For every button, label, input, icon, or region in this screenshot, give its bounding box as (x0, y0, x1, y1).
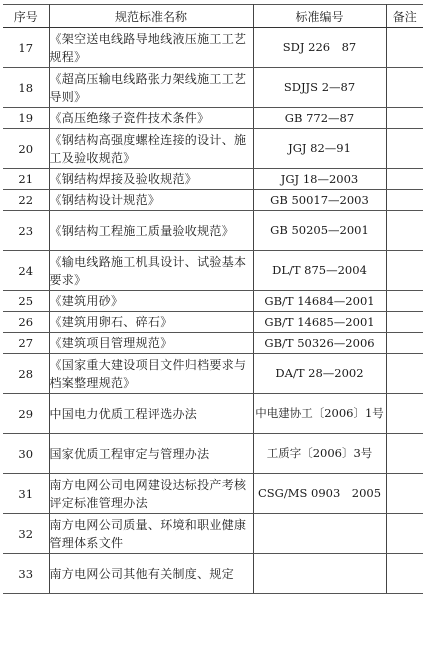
row-no: 19 (3, 108, 49, 129)
header-note: 备注 (386, 5, 423, 28)
row-name: 南方电网公司其他有关制度、规定 (49, 554, 253, 594)
row-name: 南方电网公司质量、环境和职业健康管理体系文件 (49, 514, 253, 554)
row-name: 《国家重大建设项目文件归档要求与档案整理规范》 (49, 354, 253, 394)
table-row (3, 251, 423, 291)
row-note (386, 474, 423, 514)
row-no: 33 (3, 554, 49, 594)
row-code: CSG/MS 0903 2005 (253, 474, 386, 514)
table-row (3, 354, 423, 394)
row-note (386, 190, 423, 211)
row-name: 《建筑用卵石、碎石》 (49, 312, 253, 333)
row-code: JGJ 82—91 (253, 129, 386, 169)
row-code (253, 554, 386, 594)
table-row (3, 190, 423, 211)
row-name: 《超高压输电线路张力架线施工工艺导则》 (49, 68, 253, 108)
table-row (3, 474, 423, 514)
row-name: 《建筑用砂》 (49, 291, 253, 312)
row-name: 《钢结构焊接及验收规范》 (49, 169, 253, 190)
row-name: 《输电线路施工机具设计、试验基本要求》 (49, 251, 253, 291)
row-code: DL/T 875—2004 (253, 251, 386, 291)
row-name: 《钢结构高强度螺栓连接的设计、施工及验收规范》 (49, 129, 253, 169)
row-name: 国家优质工程审定与管理办法 (49, 434, 253, 474)
row-name: 《架空送电线路导地线液压施工工艺规程》 (49, 28, 253, 68)
row-code: 中电建协工〔2006〕1号 (253, 394, 386, 434)
row-name: 《高压绝缘子瓷件技术条件》 (49, 108, 253, 129)
row-note (386, 211, 423, 251)
row-code: GB/T 50326—2006 (253, 333, 386, 354)
row-no: 26 (3, 312, 49, 333)
row-no: 28 (3, 354, 49, 394)
row-note (386, 354, 423, 394)
table-row (3, 333, 423, 354)
row-code: JGJ 18—2003 (253, 169, 386, 190)
row-note (386, 251, 423, 291)
table-row (3, 514, 423, 554)
row-note (386, 68, 423, 108)
row-name: 中国电力优质工程评选办法 (49, 394, 253, 434)
header-no: 序号 (3, 5, 49, 28)
row-no: 31 (3, 474, 49, 514)
row-name: 《钢结构设计规范》 (49, 190, 253, 211)
row-code: GB 50017—2003 (253, 190, 386, 211)
row-name: 《钢结构工程施工质量验收规范》 (49, 211, 253, 251)
row-note (386, 108, 423, 129)
row-no: 25 (3, 291, 49, 312)
row-no: 23 (3, 211, 49, 251)
row-note (386, 514, 423, 554)
table-row (3, 394, 423, 434)
row-no: 21 (3, 169, 49, 190)
row-code: DA/T 28—2002 (253, 354, 386, 394)
table-row (3, 68, 423, 108)
row-code: GB/T 14684—2001 (253, 291, 386, 312)
row-name: 南方电网公司电网建设达标投产考核评定标准管理办法 (49, 474, 253, 514)
table-row (3, 312, 423, 333)
row-no: 30 (3, 434, 49, 474)
row-no: 20 (3, 129, 49, 169)
table-row (3, 434, 423, 474)
row-no: 17 (3, 28, 49, 68)
table-header-row (3, 5, 423, 28)
row-code: GB 50205—2001 (253, 211, 386, 251)
table-row (3, 108, 423, 129)
row-no: 24 (3, 251, 49, 291)
table-row (3, 291, 423, 312)
row-note (386, 291, 423, 312)
row-code: SDJJS 2—87 (253, 68, 386, 108)
table-row (3, 28, 423, 68)
row-code: SDJ 226 87 (253, 28, 386, 68)
standards-table (3, 4, 423, 594)
row-no: 32 (3, 514, 49, 554)
row-code: 工质字〔2006〕3号 (253, 434, 386, 474)
row-name: 《建筑项目管理规范》 (49, 333, 253, 354)
row-no: 27 (3, 333, 49, 354)
row-note (386, 434, 423, 474)
row-note (386, 554, 423, 594)
table-row (3, 169, 423, 190)
row-no: 18 (3, 68, 49, 108)
row-note (386, 129, 423, 169)
table-row (3, 129, 423, 169)
header-name: 规范标准名称 (49, 5, 253, 28)
header-code: 标准编号 (253, 5, 386, 28)
row-note (386, 28, 423, 68)
row-code: GB/T 14685—2001 (253, 312, 386, 333)
row-code: GB 772—87 (253, 108, 386, 129)
table-row (3, 554, 423, 594)
row-note (386, 394, 423, 434)
row-note (386, 312, 423, 333)
row-note (386, 333, 423, 354)
row-no: 29 (3, 394, 49, 434)
row-code (253, 514, 386, 554)
row-note (386, 169, 423, 190)
row-no: 22 (3, 190, 49, 211)
table-row (3, 211, 423, 251)
